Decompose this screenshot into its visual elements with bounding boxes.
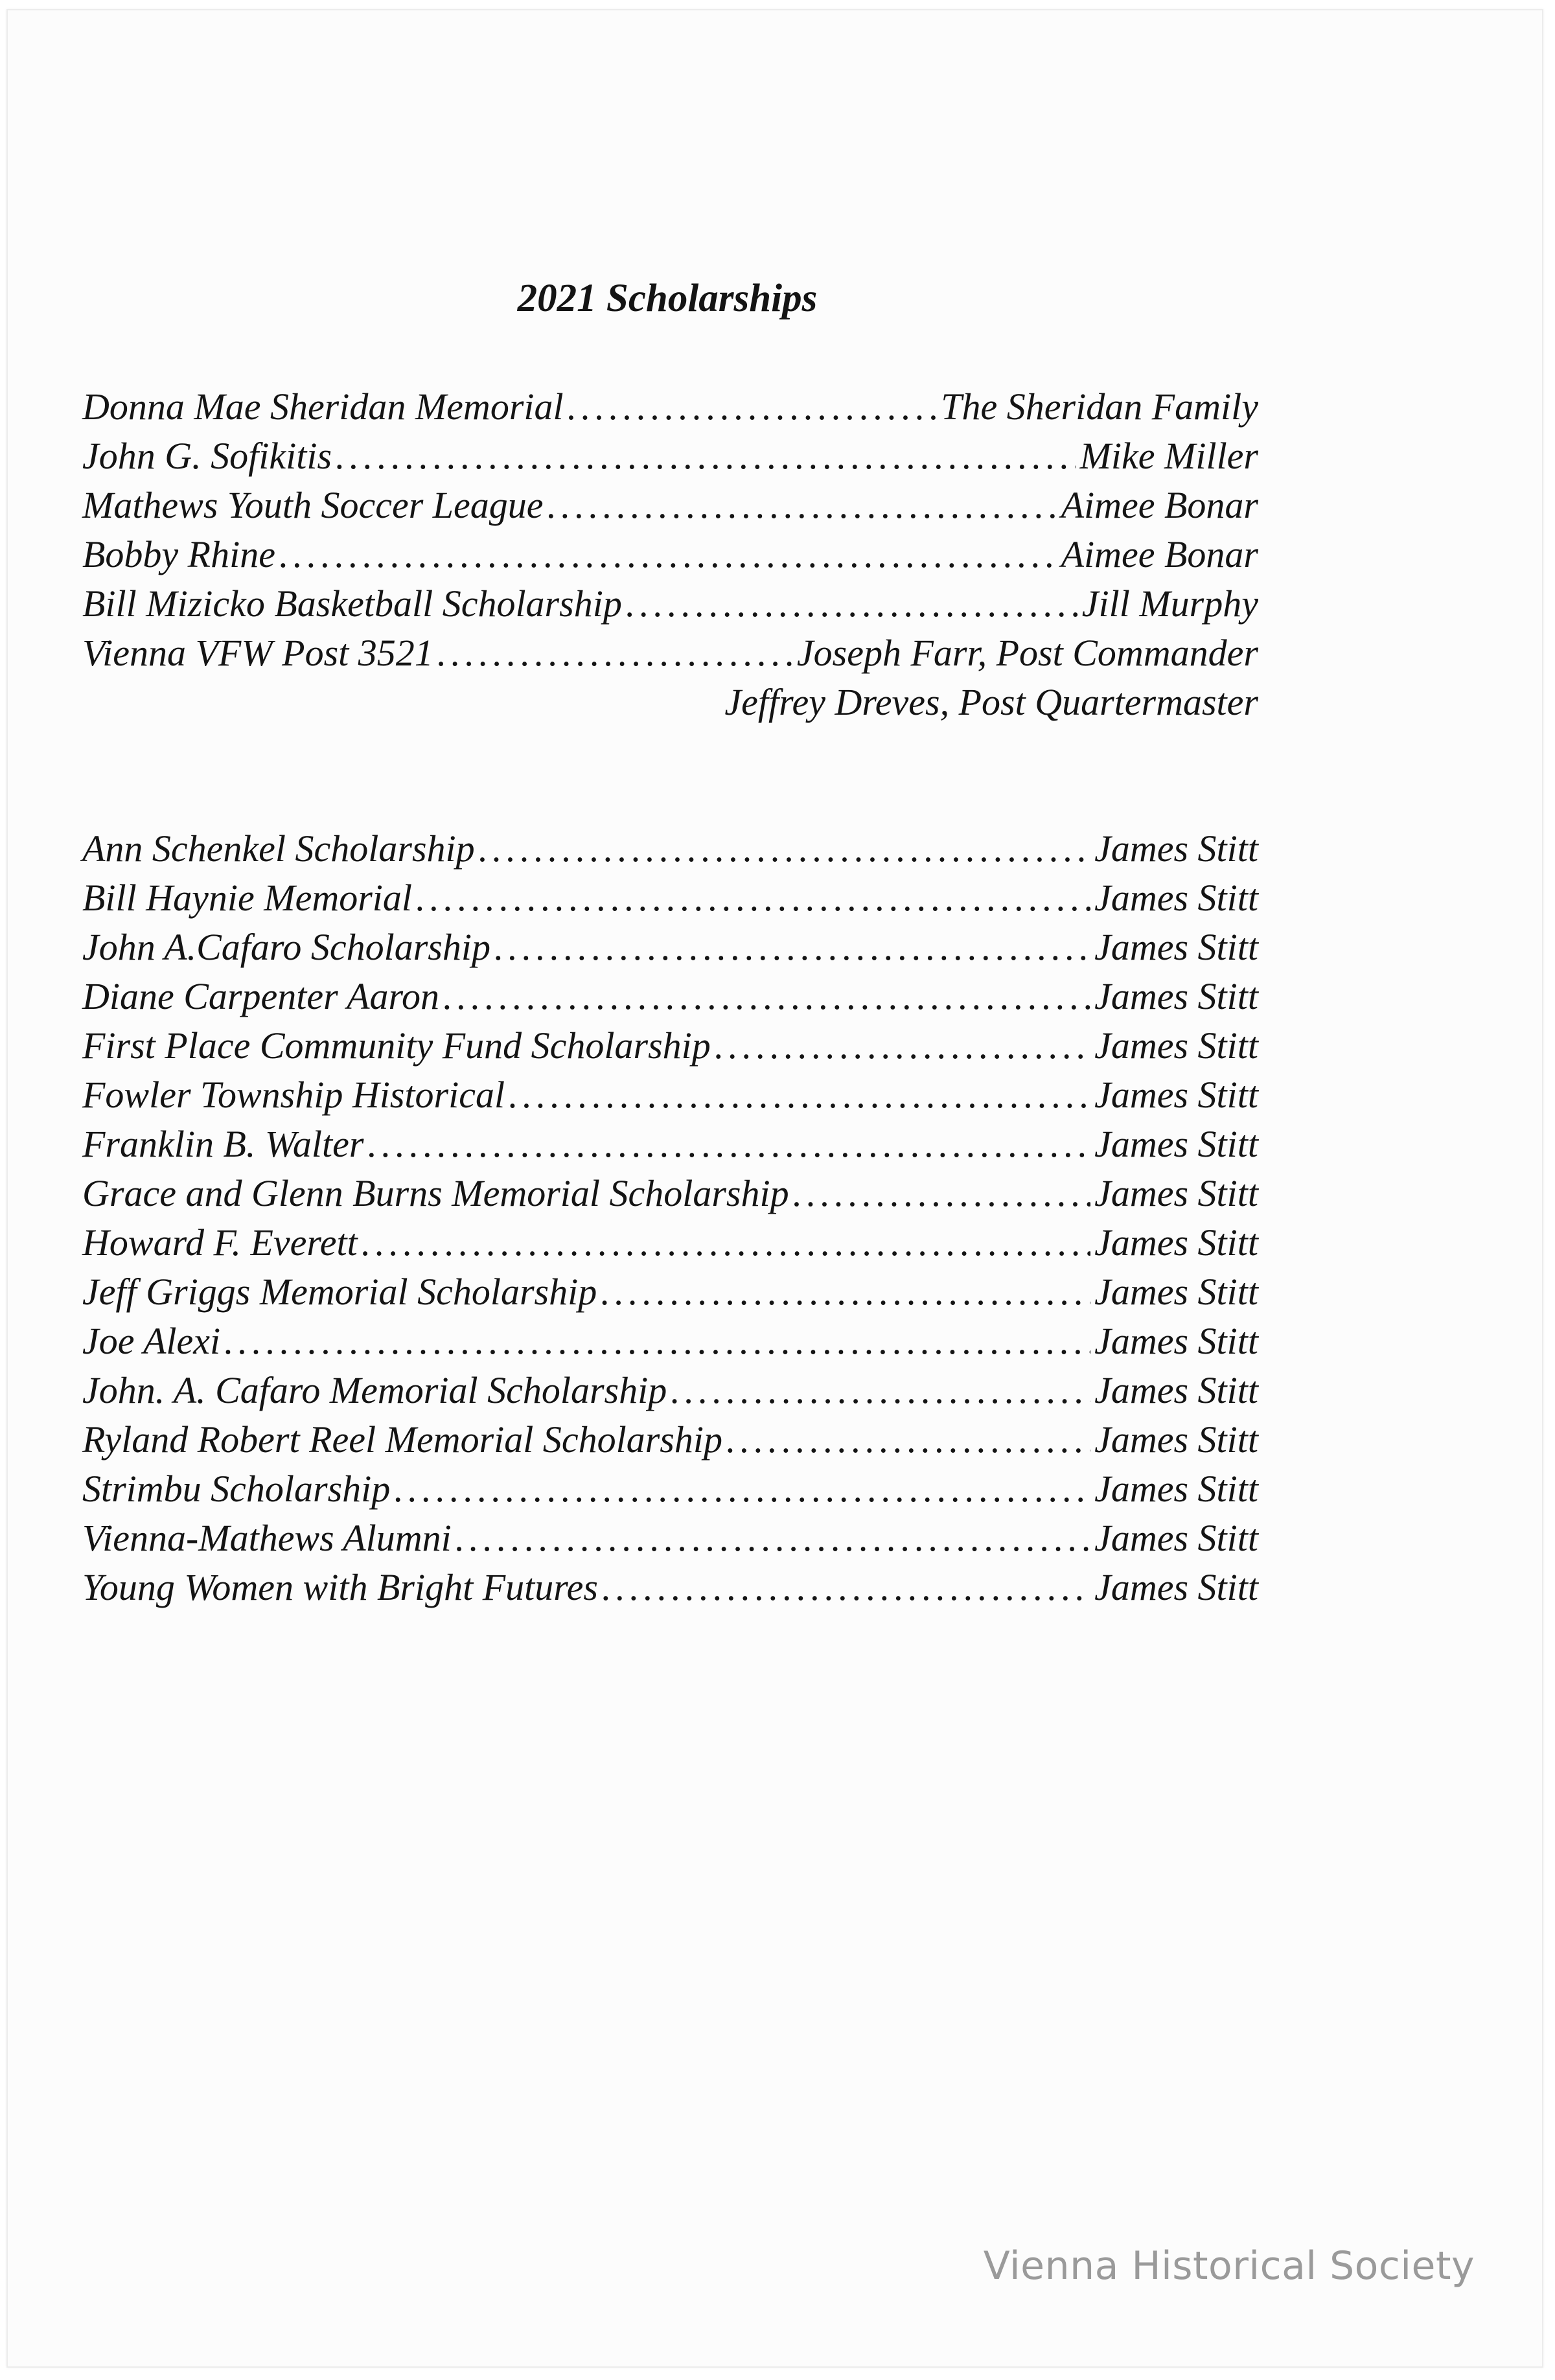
- scholarship-donor: James Stitt: [1094, 1418, 1258, 1461]
- dot-leader: [494, 923, 1090, 972]
- list-item: [82, 382, 1258, 432]
- list-item: [82, 530, 1258, 579]
- dot-leader: [568, 382, 938, 432]
- dot-leader: [726, 1415, 1090, 1464]
- list-item: [82, 481, 1258, 530]
- list-item: [82, 579, 1258, 629]
- scholarship-name: Franklin B. Walter: [82, 1123, 364, 1165]
- dot-leader: [479, 824, 1090, 873]
- list-item: [82, 873, 1258, 923]
- list-item-continuation: [82, 678, 1258, 727]
- scholarship-donor: James Stitt: [1094, 1074, 1258, 1116]
- scholarship-name: Mathews Youth Soccer League: [82, 484, 544, 526]
- scholarship-donor: James Stitt: [1094, 1369, 1258, 1411]
- list-item: [82, 1415, 1258, 1464]
- scholarship-name: Jeff Griggs Memorial Scholarship: [82, 1271, 597, 1313]
- list-item: [82, 1070, 1258, 1120]
- dot-leader: [793, 1169, 1090, 1218]
- dot-leader: [443, 972, 1090, 1021]
- scholarship-name: Ryland Robert Reel Memorial Scholarship: [82, 1418, 722, 1461]
- scholarship-donor: James Stitt: [1094, 1024, 1258, 1067]
- scholarship-name: John A.Cafaro Scholarship: [82, 926, 490, 968]
- scholarship-list-one: [82, 382, 1258, 727]
- dot-leader: [224, 1317, 1090, 1366]
- list-item: [82, 972, 1258, 1021]
- scholarship-name: Donna Mae Sheridan Memorial: [82, 386, 564, 428]
- scholarship-donor: Jeffrey Dreves, Post Quartermaster: [724, 681, 1258, 723]
- scholarship-donor: James Stitt: [1094, 877, 1258, 919]
- scholarship-donor: James Stitt: [1094, 1468, 1258, 1510]
- list-item: [82, 923, 1258, 972]
- scholarship-donor: Aimee Bonar: [1061, 484, 1258, 526]
- dot-leader: [671, 1366, 1090, 1415]
- scholarship-donor: Jill Murphy: [1081, 583, 1258, 625]
- scholarship-name: Joe Alexi: [82, 1320, 221, 1362]
- dot-leader: [394, 1464, 1090, 1514]
- dot-leader: [602, 1563, 1090, 1612]
- scholarship-list-two: [82, 824, 1258, 1612]
- scholarship-donor: James Stitt: [1094, 1123, 1258, 1165]
- watermark: Vienna Historical Society: [983, 2243, 1475, 2289]
- scholarship-donor: James Stitt: [1094, 1566, 1258, 1608]
- scholarship-name: Vienna-Mathews Alumni: [82, 1517, 452, 1559]
- scholarship-name: John G. Sofikitis: [82, 435, 332, 477]
- list-item: [82, 1021, 1258, 1070]
- scholarship-donor: Joseph Farr, Post Commander: [796, 632, 1258, 674]
- list-item: [82, 1514, 1258, 1563]
- page-title: 2021 Scholarships: [517, 277, 818, 320]
- list-item: [82, 1120, 1258, 1169]
- scholarship-donor: James Stitt: [1094, 1221, 1258, 1264]
- dot-leader: [362, 1218, 1090, 1267]
- scholarship-name: Bobby Rhine: [82, 533, 275, 575]
- dot-leader: [509, 1070, 1090, 1120]
- dot-leader: [336, 432, 1076, 481]
- scholarship-name: Howard F. Everett: [82, 1221, 358, 1264]
- scholarship-name: Diane Carpenter Aaron: [82, 975, 439, 1017]
- scholarship-donor: James Stitt: [1094, 926, 1258, 968]
- dot-leader: [547, 481, 1057, 530]
- scholarship-name: Young Women with Bright Futures: [82, 1566, 598, 1608]
- scholarship-donor: James Stitt: [1094, 1172, 1258, 1214]
- list-item: [82, 1267, 1258, 1317]
- scholarship-name: Bill Haynie Memorial: [82, 877, 413, 919]
- list-item: [82, 1317, 1258, 1366]
- dot-leader: [437, 629, 793, 678]
- scholarship-name: Vienna VFW Post 3521: [82, 632, 433, 674]
- scholarship-name: Ann Schenkel Scholarship: [82, 827, 475, 870]
- list-item: [82, 1464, 1258, 1514]
- list-item: [82, 1366, 1258, 1415]
- dot-leader: [455, 1514, 1090, 1563]
- scholarship-name: Strimbu Scholarship: [82, 1468, 391, 1510]
- dot-leader: [601, 1267, 1090, 1317]
- dot-leader: [715, 1021, 1090, 1070]
- scholarship-donor: James Stitt: [1094, 1271, 1258, 1313]
- scholarship-name: First Place Community Fund Scholarship: [82, 1024, 711, 1067]
- dot-leader: [279, 530, 1057, 579]
- dot-leader: [416, 873, 1090, 923]
- scholarship-name: Grace and Glenn Burns Memorial Scholarship: [82, 1172, 789, 1214]
- scholarship-name: Fowler Township Historical: [82, 1074, 505, 1116]
- scholarship-name: Bill Mizicko Basketball Scholarship: [82, 583, 622, 625]
- scholarship-donor: The Sheridan Family: [941, 386, 1258, 428]
- scholarship-name: John. A. Cafaro Memorial Scholarship: [82, 1369, 667, 1411]
- list-item: [82, 824, 1258, 873]
- scholarship-donor: James Stitt: [1094, 827, 1258, 870]
- scholarship-donor: Aimee Bonar: [1061, 533, 1258, 575]
- dot-leader: [626, 579, 1078, 629]
- scholarship-donor: James Stitt: [1094, 1517, 1258, 1559]
- list-item: [82, 432, 1258, 481]
- list-item: [82, 1563, 1258, 1612]
- list-item: [82, 629, 1258, 678]
- list-item: [82, 1169, 1258, 1218]
- scholarship-donor: Mike Miller: [1079, 435, 1258, 477]
- list-item: [82, 1218, 1258, 1267]
- scholarship-donor: James Stitt: [1094, 1320, 1258, 1362]
- dot-leader: [367, 1120, 1090, 1169]
- scholarship-donor: James Stitt: [1094, 975, 1258, 1017]
